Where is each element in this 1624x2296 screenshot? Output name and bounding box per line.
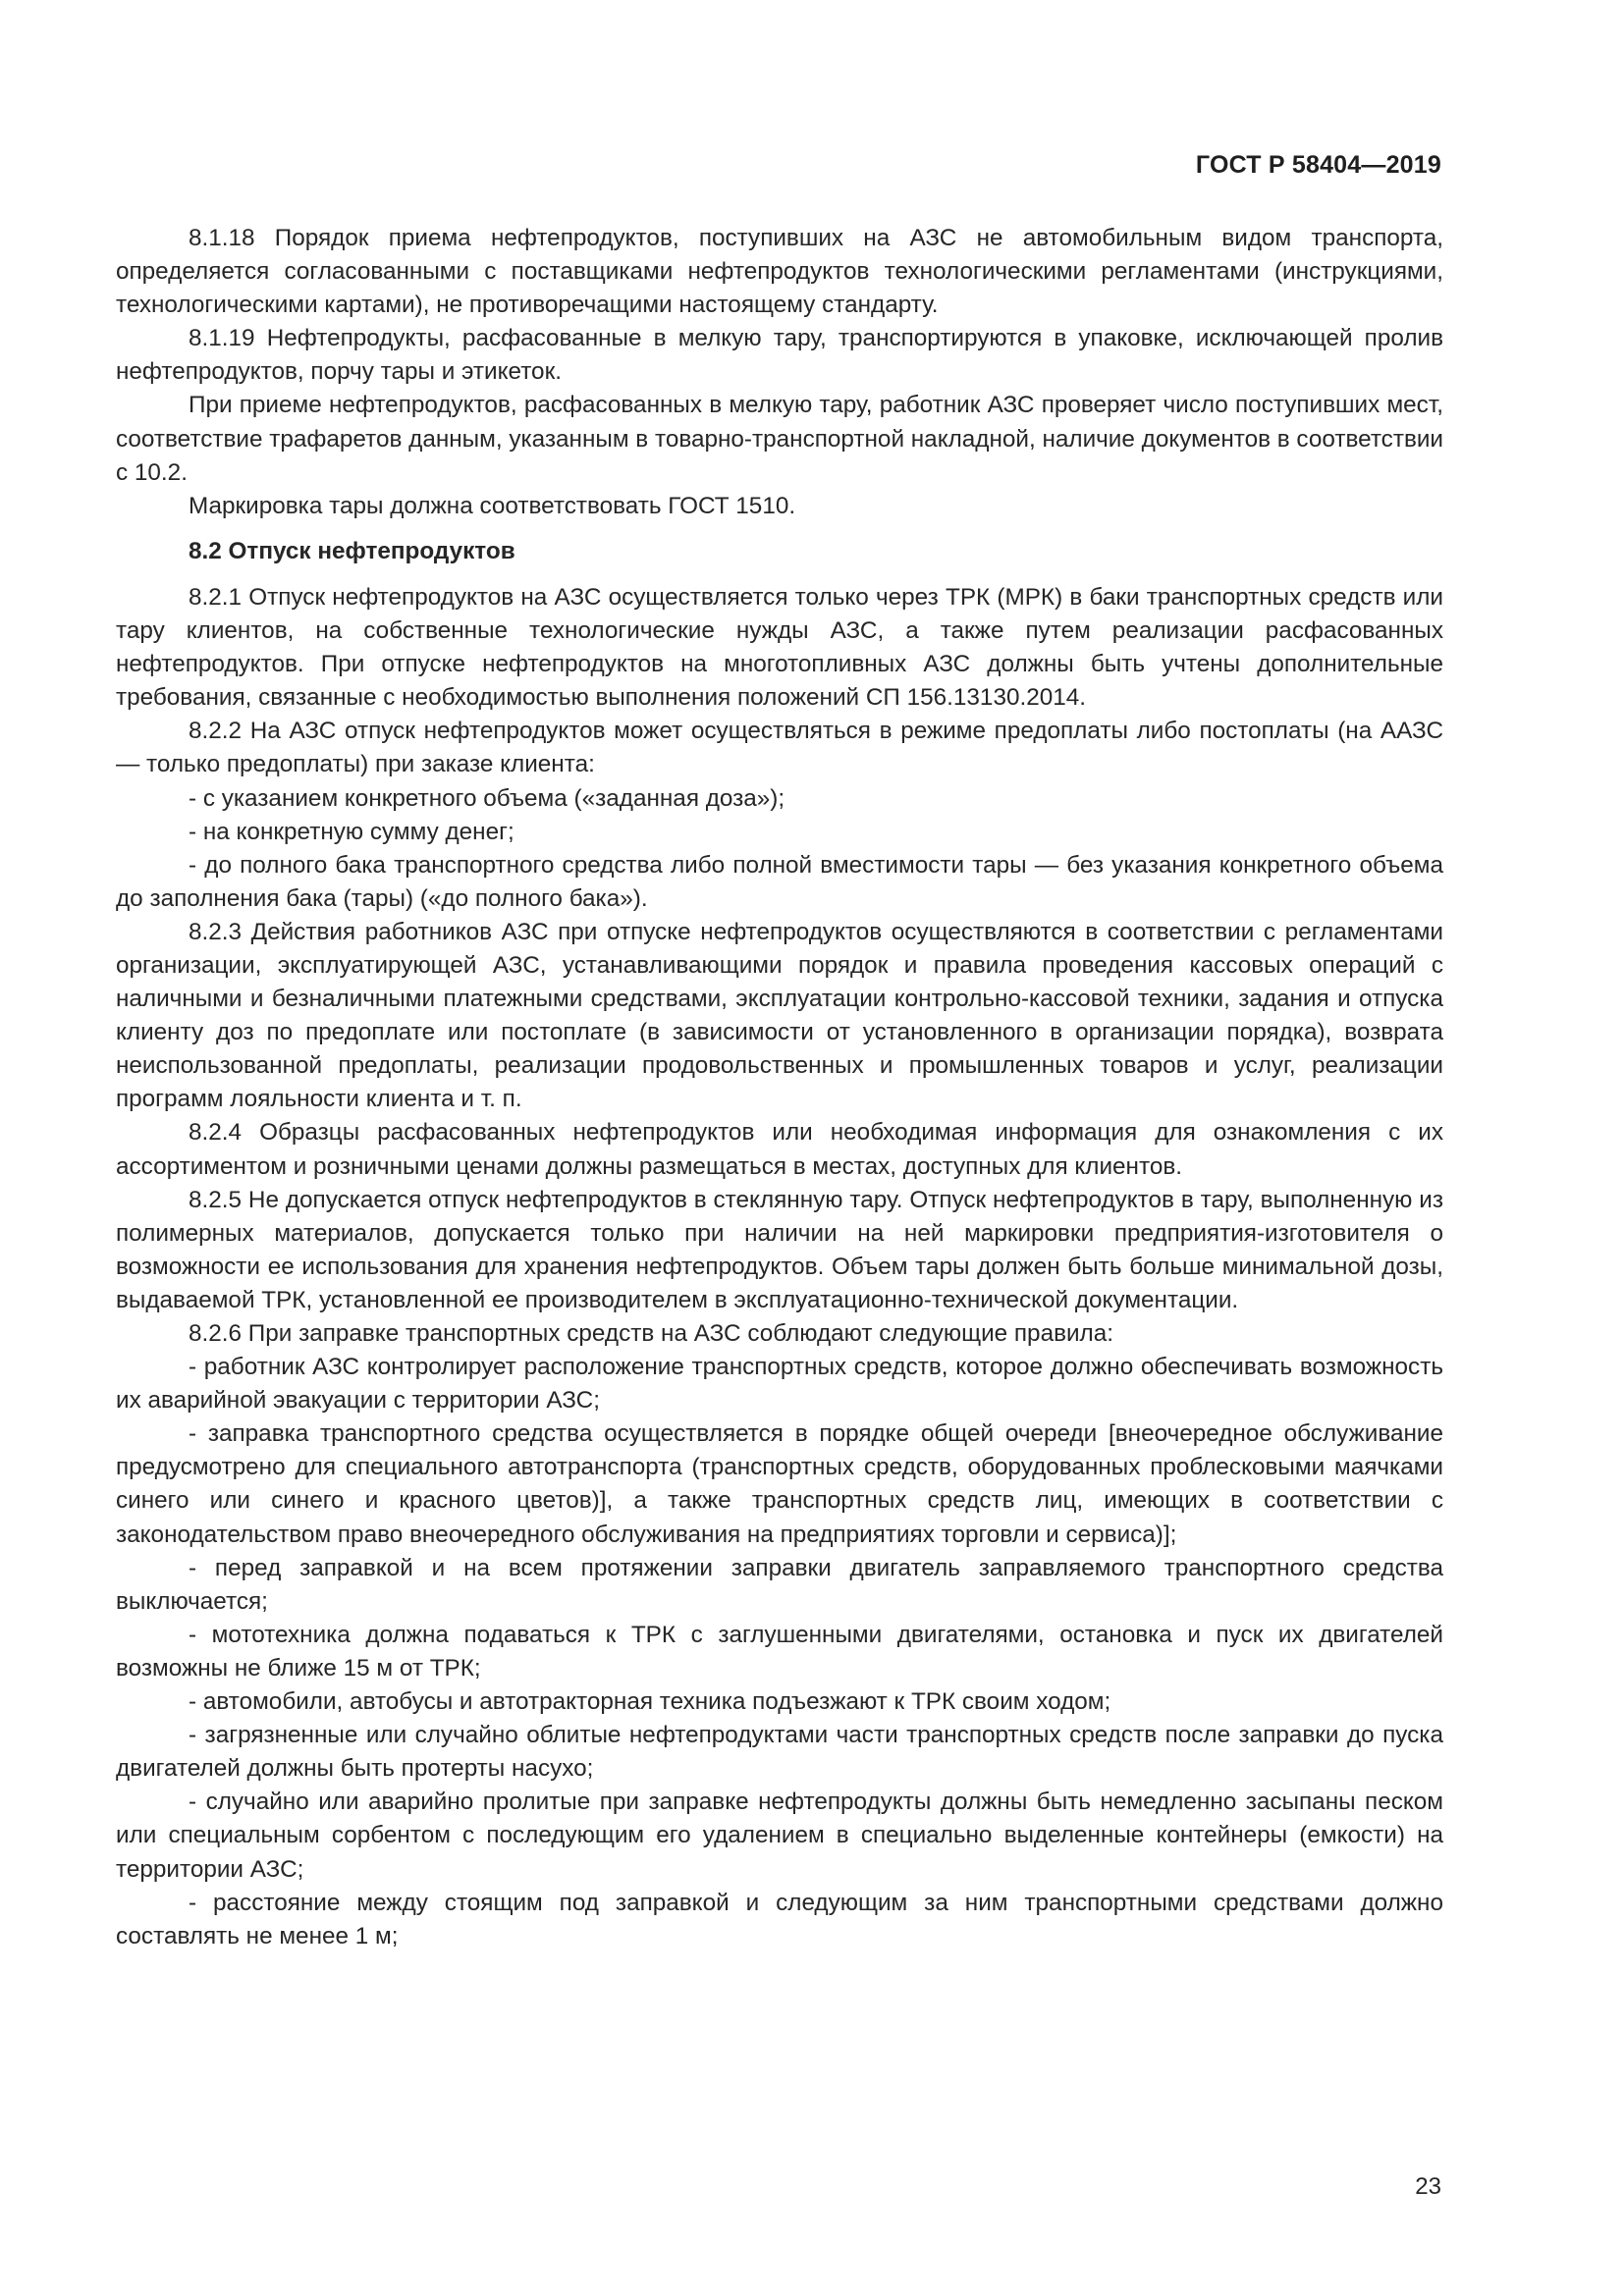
list-item-engine-off: - перед заправкой и на всем протяжении заправки двигатель заправляемого транспортного средства выключается; <box>116 1554 1443 1615</box>
list-item-own-power: - автомобили, автобусы и автотракторная техника подъезжают к ТРК своим ходом; <box>189 1688 1111 1716</box>
list-item-spill: - случайно или аварийно пролитые при заправке нефтепродукты должны быть немедленно засыпаны песком или специальным сорбентом с последующим его удалением в специально выделенные контейнеры (емкости) на территории АЗС; <box>116 1789 1443 1883</box>
list-item-full-tank: - до полного бака транспортного средства либо полной вместимости тары — без указания конкретного объема до заполнения бака (тары) («до полного бака»). <box>116 851 1443 912</box>
list-item-evacuation: - работник АЗС контролирует расположение транспортных средств, которое должно обеспечивать возможность их аварийной эвакуации с территории АЗС; <box>116 1354 1443 1415</box>
list-item-sum: - на конкретную сумму денег; <box>189 818 514 845</box>
paragraph-8-2-6: 8.2.6 При заправке транспортных средств на АЗС соблюдают следующие правила: <box>189 1320 1114 1347</box>
paragraph-8-2-3: 8.2.3 Действия работников АЗС при отпуске нефтепродуктов осуществляются в соответствии с регламентами организации, эксплуатирующей АЗС, устанавливающими порядок и правила проведения кассовых операций с наличными и безналичными платежными средствами, эксплуатации контрольно-кассовой техники, задания и отпуска клиенту доз по предоплате или постоплате (в зависимости от установленного в организации порядка), возврата неиспользованной предоплаты, реализации продовольственных и промышленных товаров и услуг, реализации программ лояльности клиента и т. п. <box>116 918 1443 1113</box>
paragraph-marking: Маркировка тары должна соответствовать ГОСТ 1510. <box>189 492 796 519</box>
paragraph-8-1-19: 8.1.19 Нефтепродукты, расфасованные в мелкую тару, транспортируются в упаковке, исключающей пролив нефтепродуктов, порчу тары и этикеток. <box>116 325 1443 386</box>
paragraph-receiving-packaged: При приеме нефтепродуктов, расфасованных в мелкую тару, работник АЗС проверяет число поступивших мест, соответствие трафаретов данным, указанным в товарно-транспортной накладной, наличие документов в соответствии с 10.2. <box>116 392 1443 486</box>
paragraph-8-2-4: 8.2.4 Образцы расфасованных нефтепродуктов или необходимая информация для ознакомления с их ассортиментом и розничными ценами должны размещаться в местах, доступных для клиентов. <box>116 1119 1443 1180</box>
list-item-queue: - заправка транспортного средства осуществляется в порядке общей очереди [внеочередное обслуживание предусмотрено для специального автотранспорта (транспортных средств, оборудованных проблесковыми маячками синего или синего и красного цветов)], а также транспортных средств лиц, имеющих в соответствии с законодательством право внеочередного обслуживания на предприятиях торговли и сервиса)]; <box>116 1420 1443 1548</box>
document-body <box>116 222 1443 1953</box>
page-number: 23 <box>1415 2173 1441 2200</box>
paragraph-8-2-2: 8.2.2 На АЗС отпуск нефтепродуктов может осуществляться в режиме предоплаты либо постоплаты (на ААЗС — только предоплаты) при заказе клиента: <box>116 718 1443 778</box>
section-heading-8-2: 8.2 Отпуск нефтепродуктов <box>189 537 515 564</box>
list-item-motorcycles: - мототехника должна подаваться к ТРК с заглушенными двигателями, остановка и пуск их двигателей возможны не ближе 15 м от ТРК; <box>116 1621 1443 1682</box>
list-item-distance: - расстояние между стоящим под заправкой и следующим за ним транспортными средствами должно составлять не менее 1 м; <box>116 1889 1443 1949</box>
paragraph-8-2-1: 8.2.1 Отпуск нефтепродуктов на АЗС осуществляется только через ТРК (МРК) в баки транспортных средств или тару клиентов, на собственные технологические нужды АЗС, а также путем реализации расфасованных нефтепродуктов. При отпуске нефтепродуктов на многотопливных АЗС должны быть учтены дополнительные требования, связанные с необходимостью выполнения положений СП 156.13130.2014. <box>116 583 1443 712</box>
list-item-dose: - с указанием конкретного объема («заданная доза»); <box>189 784 785 812</box>
document-code-header: ГОСТ Р 58404—2019 <box>1195 151 1441 179</box>
paragraph-8-1-18: 8.1.18 Порядок приема нефтепродуктов, поступивших на АЗС не автомобильным видом транспорта, определяется согласованными с поставщиками нефтепродуктов технологическими регламентами (инструкциями, технологическими картами), не противоречащими настоящему стандарту. <box>116 225 1443 319</box>
list-item-wipe-dry: - загрязненные или случайно облитые нефтепродуктами части транспортных средств после заправки до пуска двигателей должны быть протерты насухо; <box>116 1722 1443 1783</box>
paragraph-8-2-5: 8.2.5 Не допускается отпуск нефтепродуктов в стеклянную тару. Отпуск нефтепродуктов в тару, выполненную из полимерных материалов, допускается только при наличии на ней маркировки предприятия-изготовителя о возможности ее использования для хранения нефтепродуктов. Объем тары должен быть больше минимальной дозы, выдаваемой ТРК, установленной ее производителем в эксплуатационно-технической документации. <box>116 1186 1443 1313</box>
